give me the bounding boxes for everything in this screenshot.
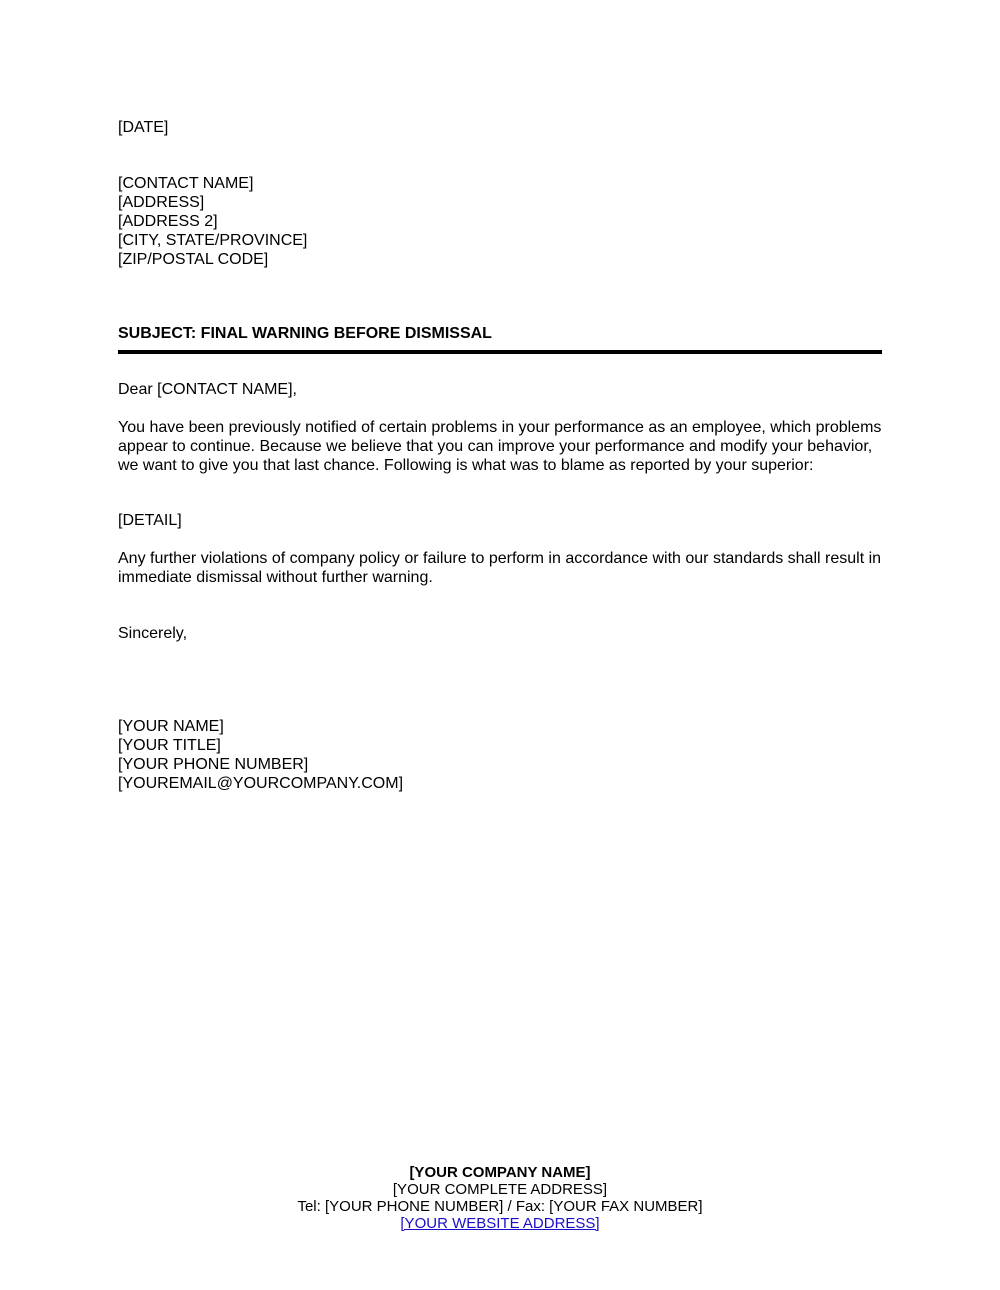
subject-text: SUBJECT: FINAL WARNING BEFORE DISMISSAL xyxy=(118,325,492,342)
letter-date xyxy=(118,118,888,137)
recipient-city-state: [CITY, STATE/PROVINCE] xyxy=(118,232,308,249)
body-paragraph-1 xyxy=(118,418,888,475)
date-text: [DATE] xyxy=(118,119,169,136)
recipient-contact-name: [CONTACT NAME] xyxy=(118,175,254,192)
signature-phone: [YOUR PHONE NUMBER] xyxy=(118,756,309,773)
detail-text: [DETAIL] xyxy=(118,512,182,529)
recipient-address-block xyxy=(118,174,888,269)
letter-footer xyxy=(0,1164,1000,1232)
footer-company-name: [YOUR COMPANY NAME] xyxy=(409,1164,591,1181)
body-paragraph-2 xyxy=(118,549,888,587)
footer-contact: Tel: [YOUR PHONE NUMBER] / Fax: [YOUR FAX NUMBER] xyxy=(297,1198,703,1215)
recipient-address-2: [ADDRESS 2] xyxy=(118,213,218,230)
closing-text: Sincerely, xyxy=(118,625,188,642)
subject-line xyxy=(118,324,882,354)
paragraph-2-text: Any further violations of company policy or failure to perform in accordance with our standards shall result in immediate dismissal without further warning. xyxy=(118,550,882,586)
footer-website-link[interactable]: [YOUR WEBSITE ADDRESS] xyxy=(400,1215,600,1232)
detail-placeholder xyxy=(118,511,888,530)
signature-email: [YOUREMAIL@YOURCOMPANY.COM] xyxy=(118,775,404,792)
recipient-address: [ADDRESS] xyxy=(118,194,205,211)
signature-block xyxy=(118,717,888,793)
paragraph-1-text: You have been previously notified of certain problems in your performance as an employee, which problems appear to continue. Because we believe that you can improve your performance and modify your behavior, we want to give you that last chance. Following is what was to blame as reported by your superior: xyxy=(118,419,882,474)
signature-title: [YOUR TITLE] xyxy=(118,737,221,754)
greeting xyxy=(118,380,888,399)
footer-address: [YOUR COMPLETE ADDRESS] xyxy=(392,1181,608,1198)
signature-name: [YOUR NAME] xyxy=(118,718,224,735)
recipient-zip: [ZIP/POSTAL CODE] xyxy=(118,251,269,268)
closing xyxy=(118,624,888,643)
greeting-text: Dear [CONTACT NAME], xyxy=(118,381,297,398)
